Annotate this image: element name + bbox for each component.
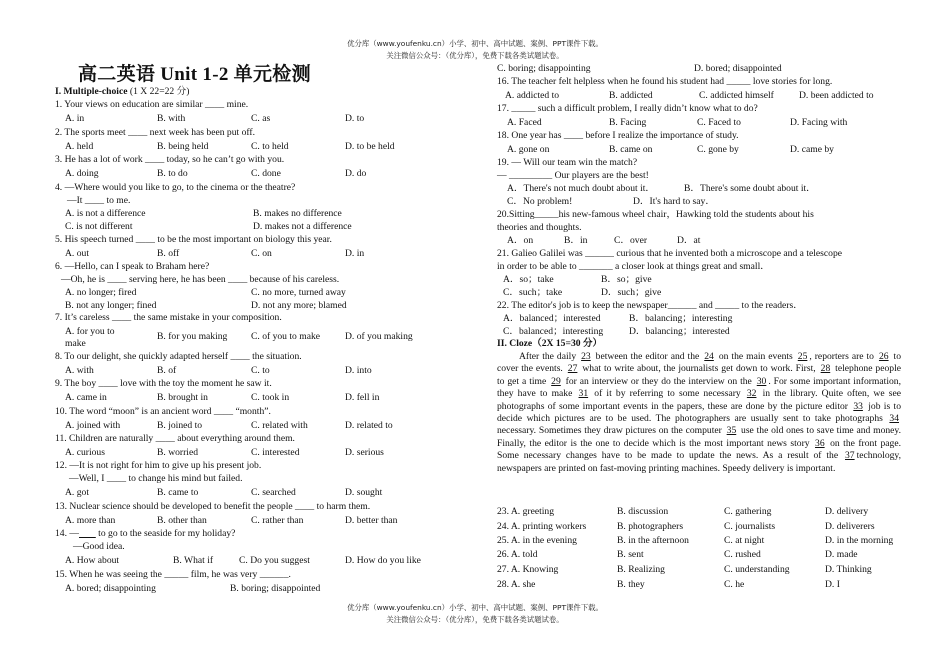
q12-option-a[interactable]: A. got [65,487,89,498]
q11-options [55,448,495,460]
q18-option-c[interactable]: C. gone by [697,144,739,155]
q6-stem: 6. —Hello, can I speak to Braham here? [55,261,210,272]
q2-option-c[interactable]: C. to held [251,141,289,152]
q14-option-d[interactable]: D. How do you like [345,555,421,566]
q6-option-c[interactable]: C. no more, turned away [251,287,346,298]
q6-option-d[interactable]: D. not any more; blamed [251,300,347,311]
q14-stem [55,529,235,539]
section-1-heading [55,87,189,97]
q3-option-b[interactable]: B. to do [157,168,188,179]
q16-options [497,91,917,103]
cloze-blank-33[interactable]: 33 [853,400,863,412]
q15-option-b[interactable]: B. boring; disappointed [230,583,321,594]
q20-stem: 20.Sitting_____his new-famous wheel chair，Hawking told the students about his [497,209,814,220]
left-column [55,0,495,671]
c25-option-b[interactable]: B. in the afternoon [617,535,689,546]
cloze-blank-35[interactable]: 35 [726,425,737,437]
c24-option-d[interactable]: D. deliverers [825,521,875,532]
q7-options [55,326,495,342]
q14-reply: —Good idea. [73,541,125,552]
q7-option-c[interactable]: C. of you to make [251,331,321,342]
c26-option-d[interactable]: D. made [825,549,858,560]
q10-option-c[interactable]: C. related with [251,420,308,431]
q22-stem: 22. The editor's job is to keep the newspaper______ and _____ to the readers． [497,300,803,311]
q5-option-c[interactable]: C. on [251,248,272,259]
q11-option-b[interactable]: B. worried [157,447,199,458]
q5-options [55,249,495,261]
cloze-blank-28[interactable]: 28 [820,363,831,375]
q19-option-c[interactable]: C．No problem! [507,196,573,207]
q9-option-d[interactable]: D. fell in [345,392,380,403]
header-line-1: 优分库（www.youfenku.cn）小学、初中、高中试题、案例、PPT课件下载。 [347,39,603,48]
section-2-score: （2X 15=30 分） [532,338,603,349]
cloze-blank-36[interactable]: 36 [815,437,825,449]
cloze-blank-23[interactable]: 23 [581,351,591,362]
c28-option-c[interactable]: C. he [724,579,745,590]
q19-stem: 19. — Will our team win the match? [497,157,638,168]
q11-option-d[interactable]: D. serious [345,447,384,458]
q13-option-a[interactable]: A. more than [65,515,116,526]
q2-option-d[interactable]: D. to be held [345,141,395,152]
q14-stem-start: 14. — [55,528,79,539]
q14-stem-end: to go to the seaside for my holiday? [95,528,236,539]
q4-options-row1 [55,209,495,221]
section-2-heading [497,339,602,349]
q12-stem: 12. —It is not right for him to give up his present job. [55,460,262,471]
q2-stem: 2. The sports meet ____ next week has been put off. [55,127,256,138]
q2-option-a[interactable]: A. held [65,141,94,152]
q11-option-c[interactable]: C. interested [251,447,300,458]
q20-stem-cont: theories and thoughts. [497,222,582,233]
cloze-blank-37[interactable]: 37 [845,450,855,462]
c23-option-c[interactable]: C. gathering [724,506,772,517]
q20-option-a[interactable]: A．on [507,235,534,246]
q13-option-d[interactable]: D. better than [345,515,398,526]
q21-option-a[interactable]: A．so；take [503,274,554,285]
c28-option-d[interactable]: D. I [825,579,840,590]
q17-option-c[interactable]: C. Faced to [697,117,741,128]
c27-option-a[interactable]: 27. A. Knowing [497,564,559,575]
c27-option-c[interactable]: C. understanding [724,564,790,575]
q19-option-d[interactable]: D．It's hard to say． [633,196,715,207]
q16-option-c[interactable]: C. addicted himself [699,90,774,101]
q8-option-c[interactable]: C. to [251,365,270,376]
cloze-blank-24[interactable]: 24 [704,351,714,362]
q6-option-a[interactable]: A. no longer; fired [65,287,137,298]
q2-option-b[interactable]: B. being held [157,141,209,152]
q8-option-d[interactable]: D. into [345,365,372,376]
c24-option-c[interactable]: C. journalists [724,521,776,532]
header-line-2: 关注微信公众号：（优分库），免费下载各类试题试卷。 [386,51,564,60]
q22-option-b[interactable]: B．balancing；interesting [629,313,733,324]
c23-options [497,507,917,519]
q18-option-d[interactable]: D. came by [790,144,834,155]
q8-option-b[interactable]: B. of [157,365,177,376]
page-title: 高二英语 Unit 1-2 单元检测 [78,64,311,85]
q10-option-b[interactable]: B. joined to [157,420,203,431]
q4-option-a[interactable]: A. is not a difference [65,208,146,219]
q18-option-b[interactable]: B. came on [609,144,653,155]
c28-option-b[interactable]: B. they [617,579,645,590]
c26-option-b[interactable]: B. sent [617,549,644,560]
q9-option-a[interactable]: A. came in [65,392,107,403]
q5-option-a[interactable]: A. out [65,248,89,259]
q17-option-b[interactable]: B. Facing [609,117,647,128]
q14-option-a[interactable]: A. How about [65,555,120,566]
q21-options-row2 [497,288,917,300]
q21-option-d[interactable]: D．such；give [601,287,662,298]
section-1-title: I. Multiple-choice [55,86,128,97]
right-column [497,0,917,671]
q14-options [55,556,495,568]
c26-options [497,550,917,562]
q5-option-d[interactable]: D. in [345,248,365,259]
q1-option-d[interactable]: D. to [345,113,365,124]
cloze-blank-34[interactable]: 34 [889,413,899,425]
q19-options-row1 [497,184,917,196]
c26-option-a[interactable]: 26. A. told [497,549,538,560]
q4-stem: 4. —Where would you like to go, to the cinema or the theatre? [55,182,296,193]
q11-stem: 11. Children are naturally ____ about everything around them. [55,433,295,444]
q10-options [55,421,495,433]
q9-option-c[interactable]: C. took in [251,392,290,403]
q22-option-d[interactable]: D．balancing；interested [629,326,730,337]
q20-option-b[interactable]: B．in [564,235,588,246]
q5-option-b[interactable]: B. off [157,248,180,259]
q13-option-c[interactable]: C. rather than [251,515,304,526]
footer-line-1: 优分库（www.youfenku.cn）小学、初中、高中试题、案例、PPT课件下载。 [347,603,603,612]
q7-option-a[interactable]: A. for you to [65,326,115,337]
q10-stem: 10. The word “moon” is an ancient word ____ “month”. [55,406,271,417]
cloze-passage: After the daily 23 between the editor and the 24 on the main events 25 , reporters are to 26 to cover the events. 27 what to write about, the journalists get down to work. First, 28 telephone people to get a time 29 for an interview or they do the interview on the 30 . For some important information, they have to make 31 of it by referring to some necessary 32 in the library. Quite often, we see photographs of some important events in the papers, these are done by the picture editor 33 job is to decide which pictures are to be used. The photographers are usually sent to take photographs 34 necessary. Sometimes they draw pictures on the computer 35 use the old ones to save time and money. Finally, the editor is the one to decide which is the most important news story 36 on the front page. Some necessary changes have to be made to update the news. As a result of the 37 technology, newspapers are printed on fast-moving printing machines. Speedy delivery is important. [497,351,902,474]
cloze-blank-29[interactable]: 29 [551,375,561,387]
q5-stem: 5. His speech turned ____ to be the most important on biology this year. [55,234,332,245]
q9-option-b[interactable]: B. brought in [157,392,208,403]
cloze-blank-32[interactable]: 32 [746,388,757,400]
q4-options-row2 [55,222,495,234]
q7-option-a-cont: make [65,338,86,349]
c23-option-d[interactable]: D. delivery [825,506,869,517]
q14-option-c[interactable]: C. Do you suggest [239,555,310,566]
cloze-blank-30[interactable]: 30 [756,375,767,387]
q10-option-a[interactable]: A. joined with [65,420,121,431]
q8-option-a[interactable]: A. with [65,365,94,376]
q3-option-a[interactable]: A. doing [65,168,99,179]
q14-blank [79,528,96,539]
q21-option-b[interactable]: B．so；give [601,274,652,285]
q8-stem: 8. To our delight, she quickly adapted herself ____ the situation. [55,351,302,362]
q3-options [55,169,495,181]
cloze-blank-26[interactable]: 26 [878,351,889,362]
q7-option-b[interactable]: B. for you making [157,331,228,342]
q4-option-d[interactable]: D. makes not a difference [253,221,352,232]
q15-option-a[interactable]: A. bored; disappointing [65,583,156,594]
q15-stem: 15. When he was seeing the _____ film, he was very ______. [55,569,291,580]
section-2-title: II. Cloze [497,338,533,349]
q15-options-cont [497,64,917,76]
c25-option-a[interactable]: 25. A. in the evening [497,535,577,546]
q18-options [497,145,917,157]
q13-stem: 13. Nuclear science should be developed to benefit the people ____ to harm them. [55,501,371,512]
q11-option-a[interactable]: A. curious [65,447,105,458]
q18-option-a[interactable]: A. gone on [507,144,550,155]
q21-options-row1 [497,275,917,287]
q16-stem: 16. The teacher felt helpless when he found his student had _____ love stories for long. [497,76,833,87]
cloze-blank-27[interactable]: 27 [567,363,578,375]
q1-option-a[interactable]: A. in [65,113,85,124]
q21-stem: 21. Galieo Galilei was ______ curious that he invented both a microscope and a telescope [497,248,843,259]
q18-stem: 18. One year has ____ before I realize the importance of study. [497,130,739,141]
q1-stem: 1. Your views on education are similar ____ mine. [55,99,249,110]
q12-option-c[interactable]: C. searched [251,487,296,498]
q16-option-b[interactable]: B. addicted [609,90,653,101]
q22-option-c[interactable]: C．balanced；interesting [503,326,604,337]
q21-option-c[interactable]: C．such；take [503,287,563,298]
q15-option-d[interactable]: D. bored; disappointed [694,63,782,74]
q12-option-d[interactable]: D. sought [345,487,383,498]
q15-options [55,584,495,596]
q13-option-b[interactable]: B. other than [157,515,207,526]
c25-option-d[interactable]: D. in the morning [825,535,894,546]
c24-option-b[interactable]: B. photographers [617,521,684,532]
q17-option-a[interactable]: A. Faced [507,117,542,128]
c25-options [497,536,917,548]
q6-options-row1 [55,288,495,300]
c25-option-c[interactable]: C. at night [724,535,765,546]
q17-options [497,118,917,130]
q20-options [497,236,917,248]
q8-options [55,366,495,378]
q6-reply: —Oh, he is ____ serving here, he has been ____ because of his careless. [61,274,340,285]
q1-option-b[interactable]: B. with [157,113,186,124]
c23-option-a[interactable]: 23. A. greeting [497,506,555,517]
q9-options [55,393,495,405]
q17-option-d[interactable]: D. Facing with [790,117,848,128]
q20-option-d[interactable]: D．at [677,235,701,246]
q13-options [55,516,495,528]
q1-option-c[interactable]: C. as [251,113,271,124]
footer-line-2: 关注微信公众号：（优分库），免费下载各类试题试卷。 [386,615,564,624]
cloze-blank-31[interactable]: 31 [578,388,589,400]
c27-option-d[interactable]: D. Thinking [825,564,872,575]
c24-option-a[interactable]: 24. A. printing workers [497,521,587,532]
q20-option-c[interactable]: C．over [614,235,648,246]
q22-option-a[interactable]: A．balanced；interested [503,313,601,324]
cloze-blank-25[interactable]: 25 [797,351,808,362]
q3-option-d[interactable]: D. do [345,168,367,179]
q16-option-a[interactable]: A. addicted to [505,90,560,101]
q21-stem-cont: in order to be able to _______ a closer look at things great and small． [497,261,770,272]
q4-reply: —It ____ to me. [67,195,131,206]
q15-option-c[interactable]: C. boring; disappointing [497,63,591,74]
q17-stem: 17. _____ such a difficult problem, I really didn’t know what to do? [497,103,758,114]
q12-reply: —Well, I ____ to change his mind but failed. [69,473,243,484]
q12-options [55,488,495,500]
q2-options [55,142,495,154]
q3-option-c[interactable]: C. done [251,168,281,179]
c26-option-c[interactable]: C. rushed [724,549,761,560]
section-1-score: (1 X 22=22 分) [127,86,190,97]
q19-option-b[interactable]: B．There's some doubt about it． [684,183,816,194]
c27-options [497,565,917,577]
q6-option-b[interactable]: B. not any longer; fined [65,300,157,311]
q19-option-a[interactable]: A．There's not much doubt about it． [507,183,656,194]
c28-option-a[interactable]: 28. A. she [497,579,536,590]
q14-option-b[interactable]: B. What if [173,555,214,566]
q4-option-b[interactable]: B. makes no difference [253,208,342,219]
c27-option-b[interactable]: B. Realizing [617,564,665,575]
q19-options-row2 [497,197,917,209]
q12-option-b[interactable]: B. came to [157,487,199,498]
q9-stem: 9. The boy ____ love with the toy the moment he saw it. [55,378,272,389]
q22-options-row1 [497,314,917,326]
q7-stem: 7. It’s careless ____ the same mistake in your composition. [55,312,282,323]
c24-options [497,522,917,534]
c28-options [497,580,917,592]
q4-option-c[interactable]: C. is not different [65,221,133,232]
c23-option-b[interactable]: B. discussion [617,506,669,517]
q3-stem: 3. He has a lot of work ____ today, so he can’t go with you. [55,154,285,165]
q19-reply: — _________ Our players are the best! [497,170,649,181]
q16-option-d[interactable]: D. been addicted to [799,90,874,101]
q10-option-d[interactable]: D. related to [345,420,393,431]
q1-options [55,114,495,126]
q7-option-d[interactable]: D. of you making [345,331,413,342]
